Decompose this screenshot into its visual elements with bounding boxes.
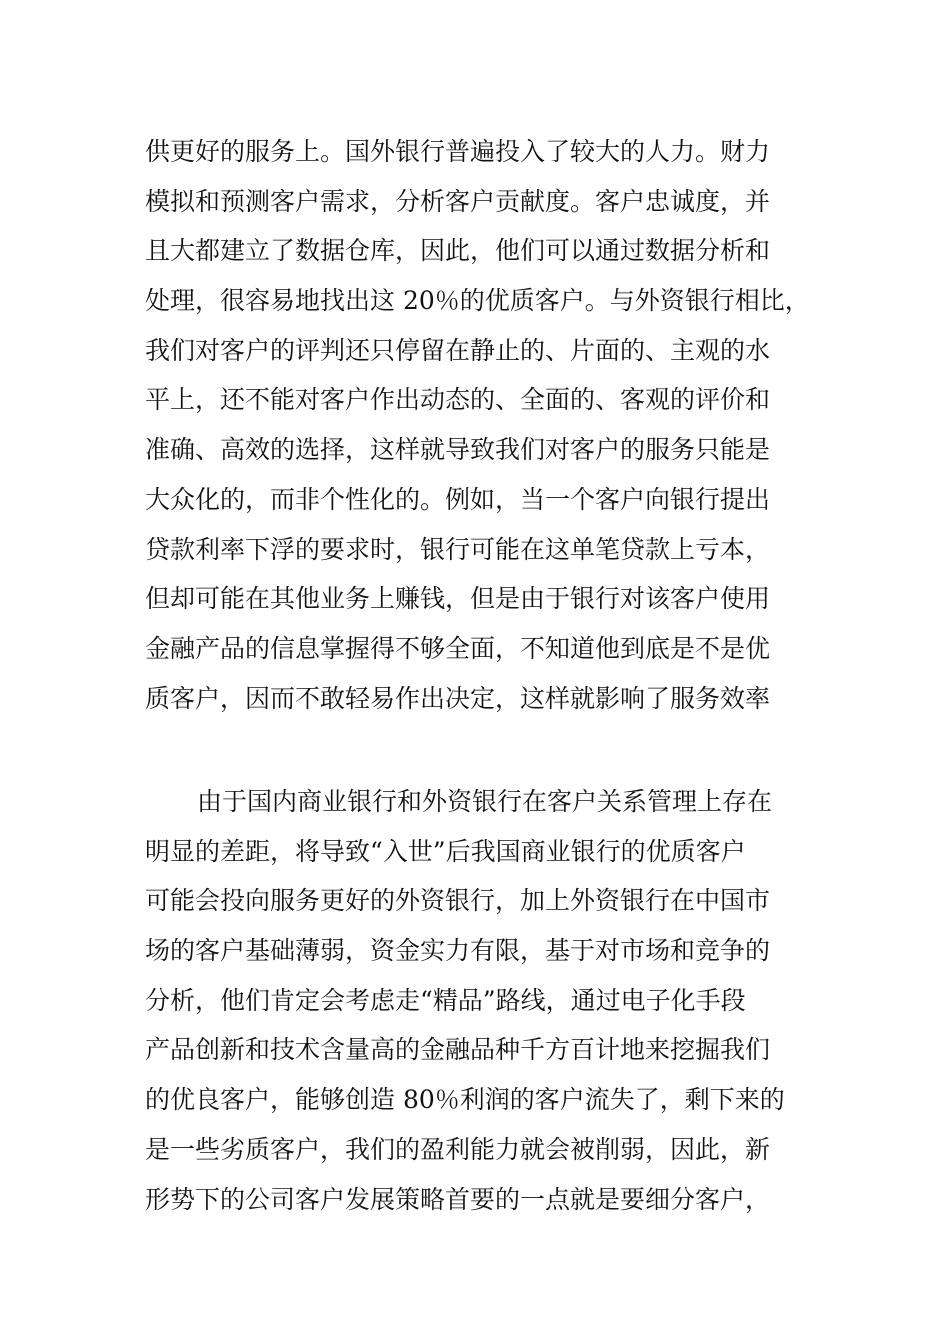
text-line: 产品创新和技术含量高的金融品种千方百计地来挖掘我们 — [145, 1035, 771, 1065]
text-line: 我们对客户的评判还只停留在静止的、片面的、主观的水 — [145, 335, 771, 365]
text-line: 平上，还不能对客户作出动态的、全面的、客观的评价和 — [145, 385, 771, 415]
text-line-indented: 由于国内商业银行和外资银行在客户关系管理上存在 — [197, 787, 773, 816]
text-line: 质客户，因而不敢轻易作出决定，这样就影响了服务效率 — [145, 683, 771, 713]
text-line: 分析，他们肯定会考虑走“精品”路线，通过电子化手段 — [145, 985, 746, 1015]
text-line: 形势下的公司客户发展策略首要的一点就是要细分客户， — [145, 1184, 771, 1214]
text-line: 可能会投向服务更好的外资银行，加上外资银行在中国市 — [145, 886, 771, 916]
text-line: 明显的差距，将导致“入世”后我国商业银行的优质客户 — [145, 836, 746, 866]
text-line: 金融产品的信息掌握得不够全面，不知道他到底是不是优 — [145, 633, 771, 663]
text-line: 大众化的，而非个性化的。例如，当一个客户向银行提出 — [145, 484, 771, 514]
text-line: 贷款利率下浮的要求时，银行可能在这单笔贷款上亏本， — [145, 534, 771, 564]
text-line: 且大都建立了数据仓库，因此，他们可以通过数据分析和 — [145, 236, 771, 266]
paragraph-1 — [145, 127, 835, 723]
text-line: 供更好的服务上。国外银行普遍投入了较大的人力。财力 — [145, 137, 771, 166]
text-line: 处理，很容易地找出这 20％的优质客户。与外资银行相比， — [145, 286, 810, 316]
text-line: 但却可能在其他业务上赚钱，但是由于银行对该客户使用 — [145, 584, 771, 614]
paragraph-2 — [145, 777, 835, 1224]
text-line: 场的客户基础薄弱，资金实力有限，基于对市场和竞争的 — [145, 936, 771, 966]
text-line: 模拟和预测客户需求，分析客户贡献度。客户忠诚度，并 — [145, 186, 771, 216]
text-line: 是一些劣质客户，我们的盈利能力就会被削弱，因此，新 — [145, 1134, 771, 1164]
text-line: 的优良客户，能够创造 80％利润的客户流失了，剩下来的 — [145, 1085, 785, 1115]
text-line: 准确、高效的选择，这样就导致我们对客户的服务只能是 — [145, 435, 771, 465]
